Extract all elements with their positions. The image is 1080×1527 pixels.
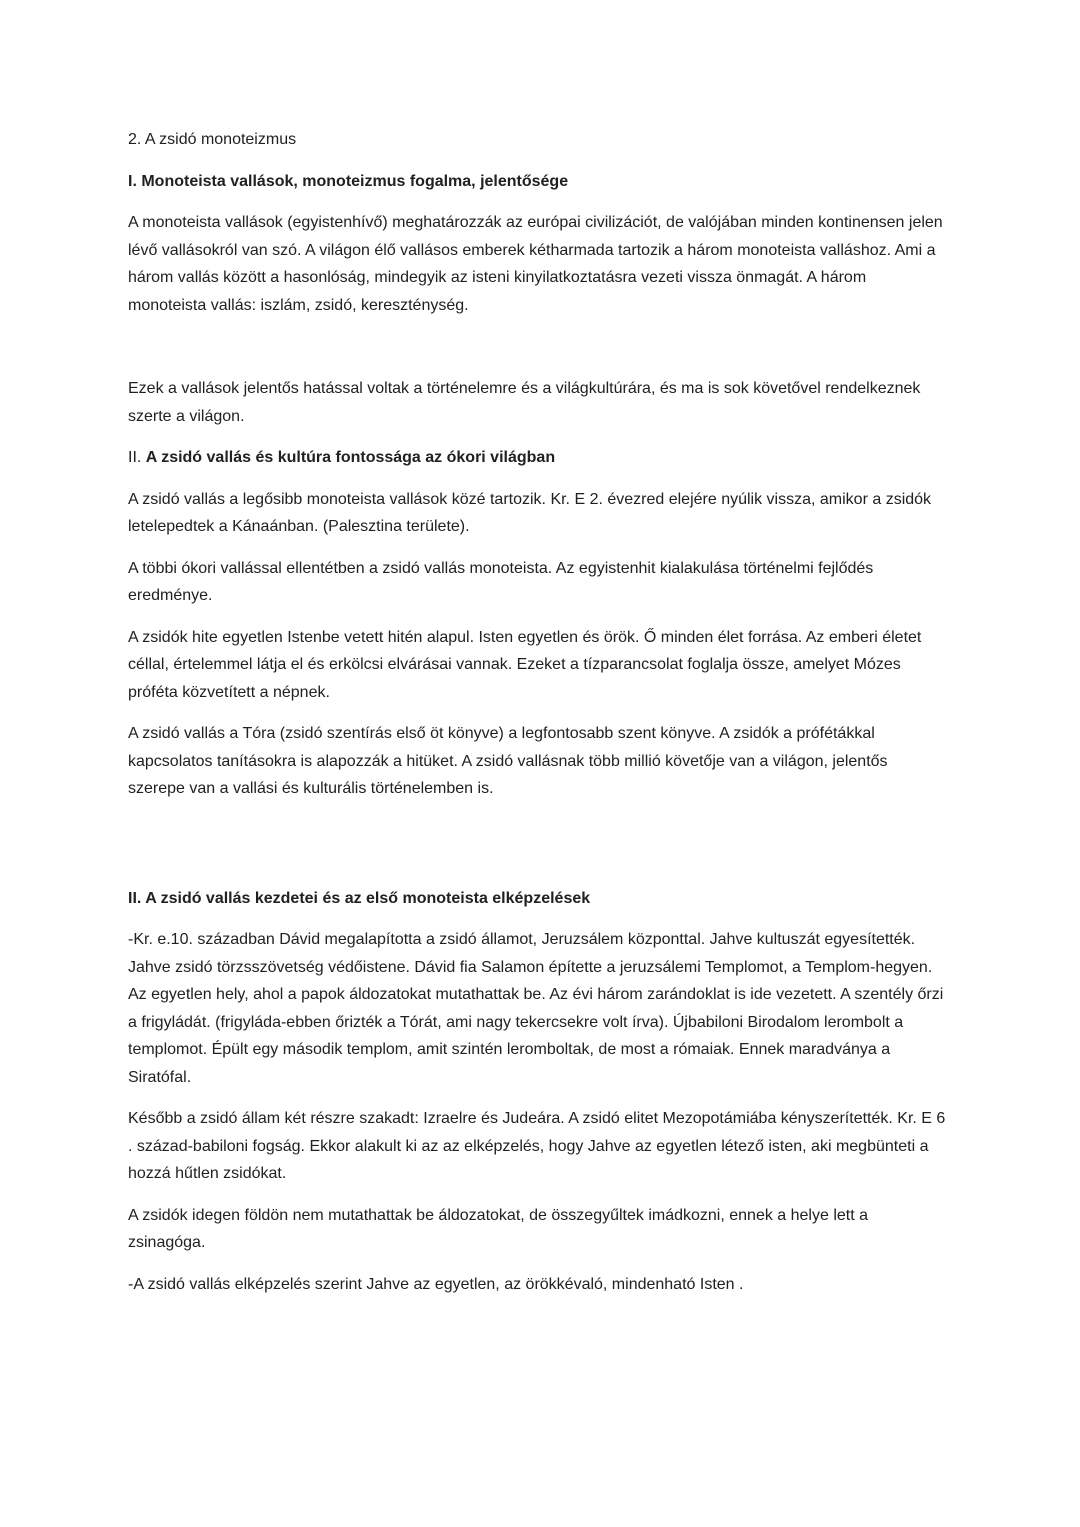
section3-heading: II. A zsidó vallás kezdetei és az első monoteista elképzelések xyxy=(128,889,591,907)
blank-lines xyxy=(128,817,947,885)
section1-paragraph-1: A monoteista vallások (egyistenhívő) meghatározzák az európai civilizációt, de valójában minden kontinensen jelen lévő vallásokról van szó. A világon élő vallásos emberek kétharmada tartozik a három monoteista valláshoz. Ami a három vallás között a hasonlóság, mindegyik az isteni kinyilatkoztatásra vezeti vissza önmagát. A három monoteista vallás: iszlám, zsidó, kereszténység. xyxy=(128,214,943,314)
section2-paragraph-2: A többi ókori vallással ellentétben a zsidó vallás monoteista. Az egyistenhit kialakulása történelmi fejlődés eredménye. xyxy=(128,559,874,605)
section2-heading-text: A zsidó vallás és kultúra fontossága az ókori világban xyxy=(145,449,556,467)
doc-title-line: 2. A zsidó monoteizmus xyxy=(128,131,297,148)
section2-paragraph-4: A zsidó vallás a Tóra (zsidó szentírás első öt könyve) a legfontosabb szent könyve. A zsidók a prófétákkal kapcsolatos tanításokra is alapozzák a hitüket. A zsidó vallásnak több millió követője van a világon, jelentős szerepe van a vallási és kulturális történelemben is. xyxy=(128,725,888,798)
section2-paragraph-3: A zsidók hite egyetlen Istenbe vetett hitén alapul. Isten egyetlen és örök. Ő minden élet forrása. Az emberi életet céllal, értelemmel látja el és erkölcsi elvárásai vannak. Ezeket a tízparancsolat foglalja össze, amelyet Mózes próféta közvetített a népnek. xyxy=(128,628,922,701)
section3-paragraph-2: Később a zsidó állam két részre szakadt: Izraelre és Judeára. A zsidó elitet Mezopotámiába kényszerítették. Kr. E 6 . század-babiloni fogság. Ekkor alakult ki az az elképzelés, hogy Jahve az egyetlen létező isten, aki megbünteti a hozzá hűtlen zsidókat. xyxy=(128,1110,946,1183)
blank-line xyxy=(128,333,947,375)
section3-paragraph-1: -Kr. e.10. században Dávid megalapította a zsidó államot, Jeruzsálem központtal. Jahve kultuszát egyesítették. Jahve zsidó törzsszövetség védőistene. Dávid fia Salamon építette a jeruzsálemi Templomot, a Templom-hegyen. Az egyetlen hely, ahol a papok áldozatokat mutathattak be. Az évi három zarándoklat is ide vezetett. A szentély őrzi a frigyládát. (frigyláda-ebben őrizték a Tórát, ami nagy tekercsekre volt írva). Újbabiloni Birodalom lerombolt a templomot. Épült egy második templom, amit szintén leromboltak, de most a rómaiak. Ennek maradványa a Siratófal. xyxy=(128,931,944,1086)
section2-heading xyxy=(128,444,947,472)
section3-paragraph-3: A zsidók idegen földön nem mutathattak be áldozatokat, de összegyűltek imádkozni, ennek a helye lett a zsinagóga. xyxy=(128,1206,869,1252)
section2-heading-prefix: II. xyxy=(128,449,146,467)
section2-paragraph-1: A zsidó vallás a legősibb monoteista vallások közé tartozik. Kr. E 2. évezred elejére nyúlik vissza, amikor a zsidók letelepedtek a Kánaánban. (Palesztina területe). xyxy=(128,490,932,536)
section1-paragraph-2: Ezek a vallások jelentős hatással voltak a történelemre és a világkultúrára, és ma is sok követővel rendelkeznek szerte a világon. xyxy=(128,380,921,425)
section3-paragraph-4: -A zsidó vallás elképzelés szerint Jahve az egyetlen, az örökkévaló, mindenható Isten . xyxy=(128,1275,744,1293)
section1-heading: I. Monoteista vallások, monoteizmus fogalma, jelentősége xyxy=(128,172,569,190)
